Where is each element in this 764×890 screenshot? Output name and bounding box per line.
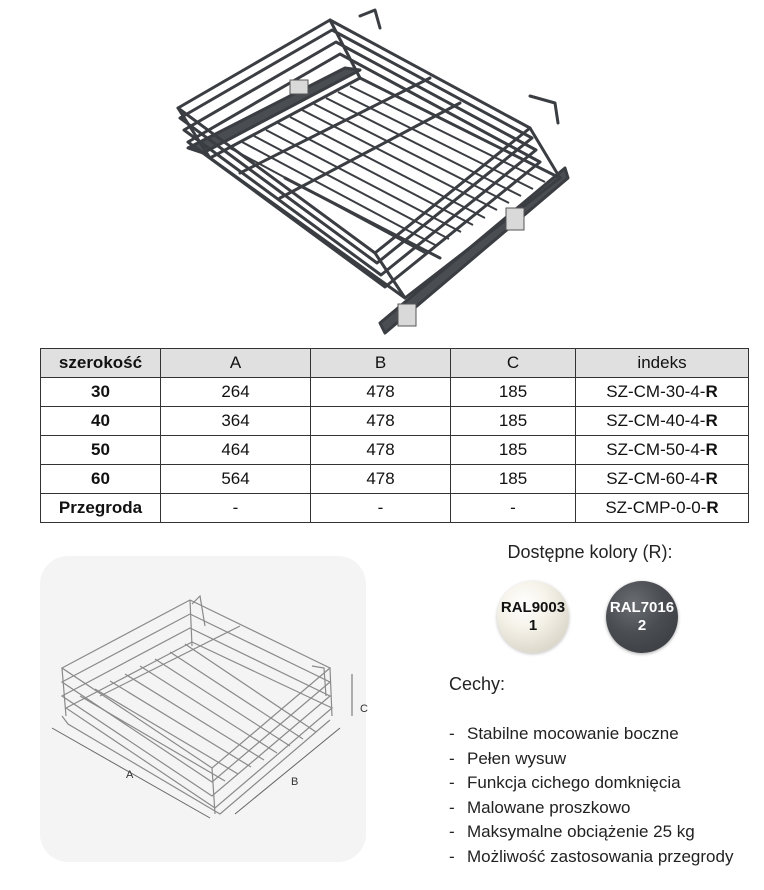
index-color-suffix: R [705, 411, 718, 430]
bullet-dash: - [449, 797, 455, 817]
table-row [41, 378, 749, 407]
color-swatch-ral7016 [606, 581, 678, 653]
index-color-suffix: R [705, 440, 718, 459]
cell-index [576, 407, 749, 436]
swatch-name: RAL7016 [609, 599, 675, 616]
list-item: - Pełen wysuw [449, 747, 733, 772]
cell-index [576, 436, 749, 465]
cell-index [576, 494, 749, 523]
cell-width: 30 [41, 378, 161, 407]
index-color-suffix: R [705, 382, 718, 401]
index-prefix: SZ-CM-30-4- [606, 382, 706, 401]
header-index: indeks [576, 349, 749, 378]
cell-a: - [161, 494, 311, 523]
header-a: A [161, 349, 311, 378]
cell-b: 478 [311, 436, 451, 465]
dimensions-table [40, 348, 749, 523]
dimension-drawing-panel [40, 556, 366, 862]
list-item: - Możliwość zastosowania przegrody [449, 845, 733, 870]
swatch-code: 1 [528, 617, 538, 634]
index-prefix: SZ-CM-40-4- [606, 411, 706, 430]
dimension-label-b: B [291, 776, 299, 788]
dimension-label-a: A [126, 769, 134, 781]
table-header-row [41, 349, 749, 378]
cell-c: 185 [451, 465, 576, 494]
color-swatch-ral9003 [497, 581, 569, 653]
list-item: - Malowane proszkowo [449, 796, 733, 821]
header-width: szerokość [41, 349, 161, 378]
cell-c: 185 [451, 378, 576, 407]
bullet-dash: - [449, 724, 455, 743]
swatch-name: RAL9003 [500, 599, 566, 616]
cell-a: 364 [161, 407, 311, 436]
dimension-label-c: C [360, 703, 368, 715]
cell-width: 60 [41, 465, 161, 494]
table-row [41, 465, 749, 494]
index-prefix: SZ-CM-60-4- [606, 469, 706, 488]
cell-a: 564 [161, 465, 311, 494]
basket-dimension-drawing [40, 556, 366, 862]
header-c: C [451, 349, 576, 378]
bullet-dash: - [449, 748, 455, 768]
index-color-suffix: R [705, 469, 718, 488]
table-row [41, 494, 749, 523]
cell-a: 264 [161, 378, 311, 407]
cell-b: - [311, 494, 451, 523]
cell-a: 464 [161, 436, 311, 465]
list-item: - Stabilne mocowanie boczne [449, 722, 733, 747]
cell-index [576, 465, 749, 494]
list-item: - Maksymalne obciążenie 25 kg [449, 820, 733, 845]
list-item: - Funkcja cichego domknięcia [449, 771, 733, 796]
header-b: B [311, 349, 451, 378]
features-list [449, 722, 733, 869]
cell-width: 40 [41, 407, 161, 436]
cell-b: 478 [311, 378, 451, 407]
cell-c: 185 [451, 407, 576, 436]
cell-c: - [451, 494, 576, 523]
index-color-suffix: R [706, 498, 719, 517]
cell-width: Przegroda [41, 494, 161, 523]
basket-product-image [170, 8, 590, 338]
cell-c: 185 [451, 436, 576, 465]
index-prefix: SZ-CM-50-4- [606, 440, 706, 459]
cell-b: 478 [311, 407, 451, 436]
table-row [41, 436, 749, 465]
index-prefix: SZ-CMP-0-0- [605, 498, 707, 517]
bullet-dash: - [449, 846, 455, 866]
cell-width: 50 [41, 436, 161, 465]
cell-b: 478 [311, 465, 451, 494]
table-row [41, 407, 749, 436]
bullet-dash: - [449, 822, 455, 841]
available-colors-title: Dostępne kolory (R): [507, 542, 673, 562]
bullet-dash: - [449, 773, 455, 792]
cell-index [576, 378, 749, 407]
features-title: Cechy: [449, 674, 506, 694]
swatch-code: 2 [637, 617, 647, 634]
